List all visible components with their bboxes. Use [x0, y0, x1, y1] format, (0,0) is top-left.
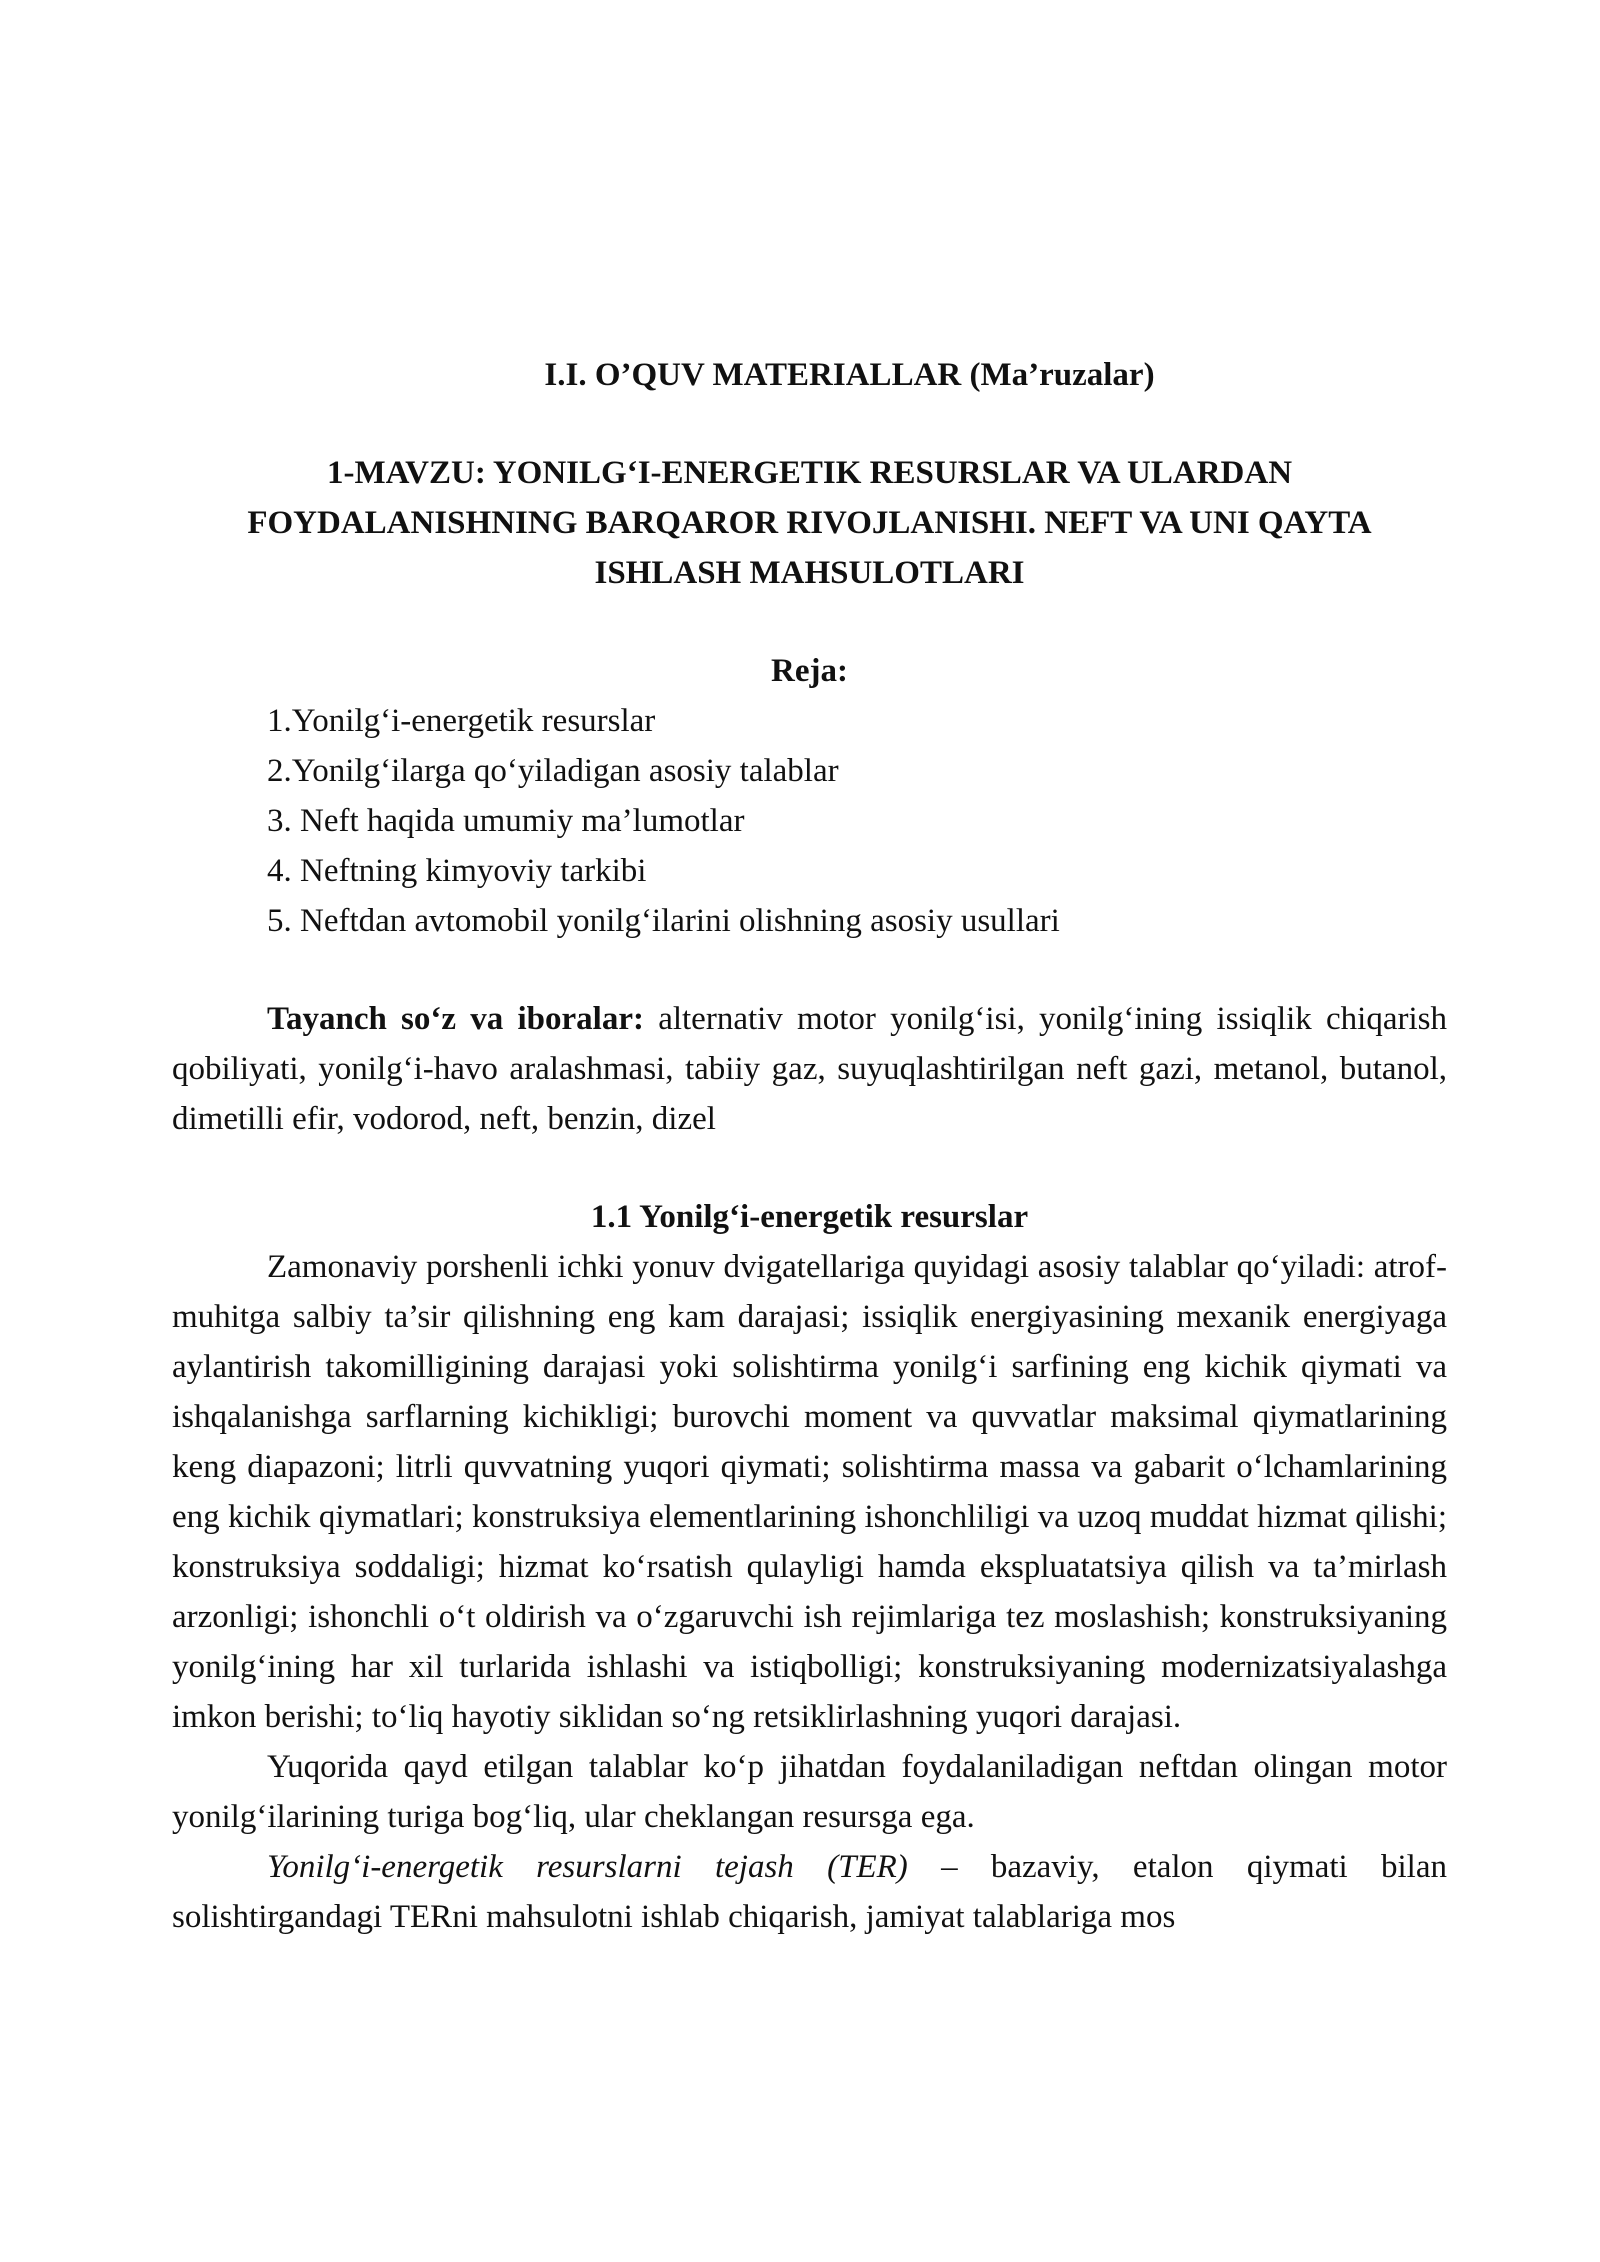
plan-list: [172, 696, 1447, 946]
section-title: I.I. O’QUV MATERIALLAR (Ma’ruzalar): [544, 357, 1155, 393]
body-paragraph-3: [172, 1842, 1447, 1942]
keywords-paragraph: [172, 994, 1447, 1144]
subsection-title: 1.1 Yonilg‘i-energetik resurslar: [590, 1199, 1029, 1235]
plan-item: 1.Yonilg‘i-energetik resurslar: [267, 703, 656, 739]
topic-title: 1-MAVZU: YONILG‘I-ENERGETIK RESURSLAR VA ULARDAN FOYDALANISHNING BARQAROR RIVOJLANISHI. NEFT VA UNI QAYTA ISHLASH MAHSULOTLARI: [247, 455, 1372, 591]
document-page: [172, 350, 1447, 1942]
ter-term: Yonilg‘i-energetik resurslarni tejash (TER): [267, 1849, 908, 1885]
plan-item: 3. Neft haqida umumiy ma’lumotlar: [267, 803, 745, 839]
body-paragraph-1: Zamonaviy porshenli ichki yonuv dvigatellariga quyidagi asosiy talablar qo‘yiladi: atrof-muhitga salbiy ta’sir qilishning eng kam darajasi; issiqlik energiyasining mexanik energiyaga aylantirish takomilligining darajasi yoki solishtirma yonilg‘i sarfining eng kichik qiymati va ishqalanishga sarflarning kichikligi; burovchi moment va quvvatlar maksimal qiymatlarining keng diapazoni; litrli quvvatning yuqori qiymati; solishtirma massa va gabarit o‘lchamlarining eng kichik qiymatlari; konstruksiya elementlarining ishonchliligi va uzoq muddat hizmat qilishi; konstruksiya soddaligi; hizmat ko‘rsatish qulayligi hamda ekspluatatsiya qilish va ta’mirlash arzonligi; ishonchli o‘t oldirish va o‘zgaruvchi ish rejimlariga tez moslashish; konstruksiyaning yonilg‘ining har xil turlarida ishlashi va istiqbolligi; konstruksiyaning modernizatsiyalashga imkon berishi; to‘liq hayotiy siklidan so‘ng retsiklirlashning yuqori darajasi.: [172, 1249, 1447, 1735]
ter-definition: – bazaviy, etalon qiymati bilan solishtirgandagi TERni mahsulotni ishlab chiqarish, jamiyat talablariga mos: [172, 1849, 1447, 1935]
keywords-label: Tayanch so‘z va iboralar:: [267, 1001, 644, 1037]
plan-item: 2.Yonilg‘ilarga qo‘yiladigan asosiy talablar: [267, 753, 839, 789]
plan-item: 4. Neftning kimyoviy tarkibi: [267, 853, 647, 889]
keywords-text: alternativ motor yonilg‘isi, yonilg‘ining issiqlik chiqarish qobiliyati, yonilg‘i-havo aralashmasi, tabiiy gaz, suyuqlashtirilgan neft gazi, metanol, butanol, dimetilli efir, vodorod, neft, benzin, dizel: [172, 1001, 1447, 1137]
plan-item: 5. Neftdan avtomobil yonilg‘ilarini olishning asosiy usullari: [267, 903, 1060, 939]
plan-title: Reja:: [771, 653, 848, 689]
body-paragraph-2: Yuqorida qayd etilgan talablar ko‘p jihatdan foydalaniladigan neftdan olingan motor yonilg‘ilarining turiga bog‘liq, ular cheklangan resursga ega.: [172, 1749, 1447, 1835]
